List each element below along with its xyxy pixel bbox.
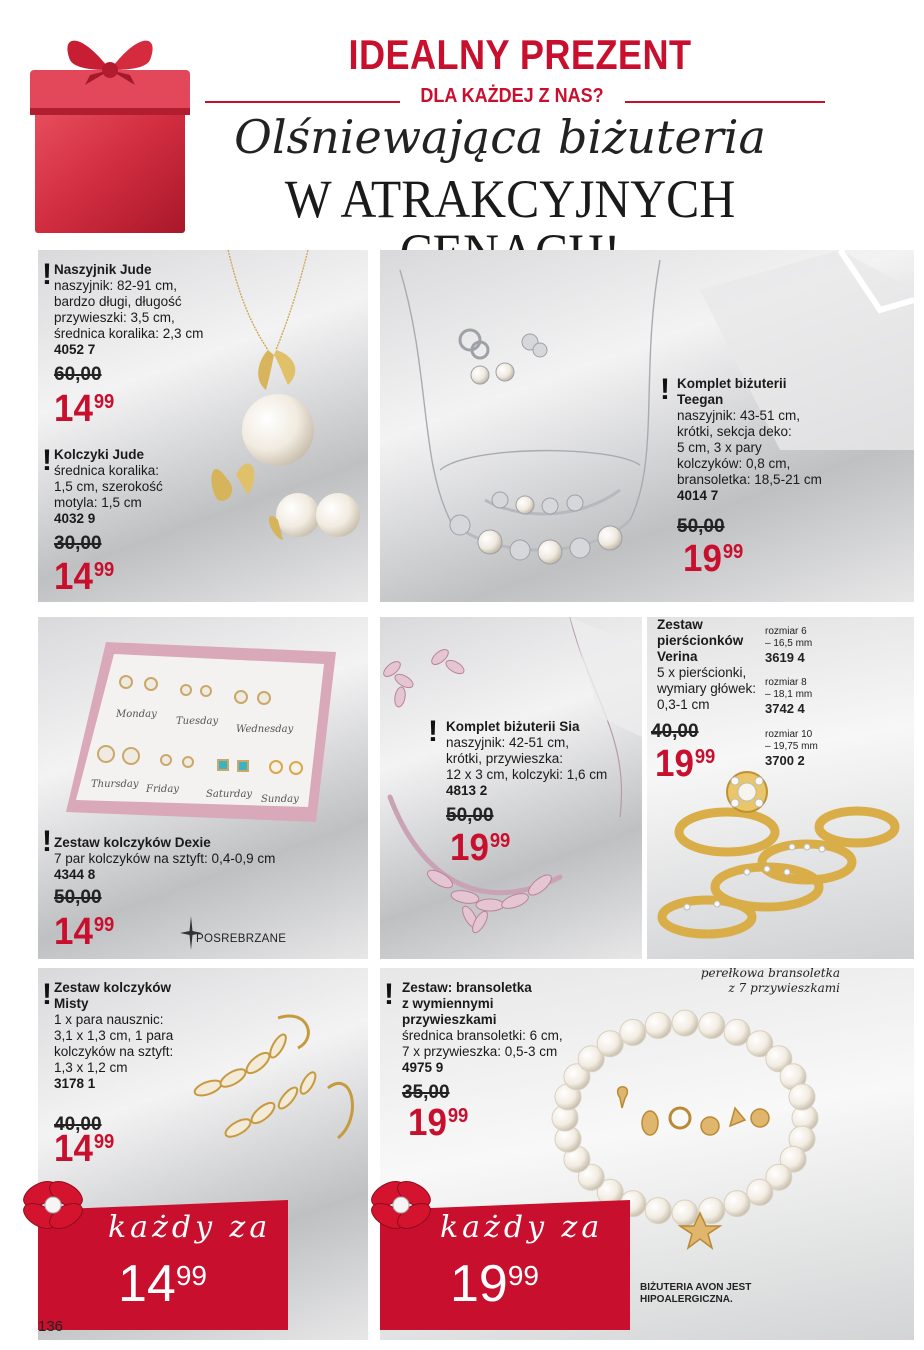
product-desc-line: naszyjnik: 42-51 cm, (446, 735, 570, 750)
product-desc-line: 7 x przywieszka: 0,5-3 cm (402, 1044, 558, 1059)
page-number: 136 (38, 1318, 64, 1335)
sia-info (446, 719, 607, 799)
product-desc-line: średnica koralika: 2,3 cm (54, 326, 204, 341)
product-name-line2: z wymiennymi (402, 996, 494, 1011)
product-desc-line: 1 x para nausznic: (54, 1012, 164, 1027)
product-desc-line: kolczyków na sztyft: (54, 1044, 174, 1059)
pearl-bead (724, 1191, 750, 1217)
attention-icon: ! (42, 258, 52, 291)
banner-label: każdy za (440, 1210, 604, 1245)
ring-size-code: 3742 4 (765, 701, 805, 716)
product-desc-line: 5 x pierścionki, (657, 665, 747, 680)
product-name: Zestaw kolczyków Dexie (54, 835, 211, 850)
product-name: Komplet biżuterii (677, 376, 787, 391)
hypo-line2: HIPOALERGICZNA. (640, 1294, 733, 1305)
dexie-box-image (66, 642, 336, 822)
dexie-day-label: Thursday (91, 779, 139, 790)
subtitle-rule-left (205, 101, 400, 103)
pearl-bead (789, 1084, 815, 1110)
hypo-line1: BIŻUTERIA AVON JEST (640, 1282, 752, 1293)
gift-box-illustration (30, 30, 195, 235)
price (54, 1130, 114, 1168)
product-name-line2: Misty (54, 996, 89, 1011)
product-code: 4032 9 (54, 511, 96, 526)
product-name-line3: Verina (657, 649, 698, 664)
product-desc-line: motyla: 1,5 cm (54, 495, 142, 510)
script-headline: Olśniewająca biżuteria (234, 110, 766, 164)
product-desc-line: kolczyków: 0,8 cm, (677, 456, 791, 471)
product-code: 4344 8 (54, 867, 96, 882)
price (54, 913, 114, 951)
panel-sia (380, 617, 642, 959)
attention-icon: ! (428, 715, 438, 748)
product-desc-line: krótki, przywieszka: (446, 751, 564, 766)
ring-size-option (765, 729, 818, 768)
banner-price-main: 14 (118, 1255, 176, 1313)
price-main: 19 (450, 827, 489, 869)
product-desc-line: 7 par kolczyków na sztyft: 0,4-0,9 cm (54, 851, 276, 866)
product-code: 4014 7 (677, 488, 719, 503)
pearl-bead (620, 1019, 646, 1045)
caps-headline: W ATRAKCYJNYCH (284, 169, 736, 229)
product-name: Naszyjnik Jude (54, 262, 152, 277)
price-cents: 99 (722, 541, 744, 563)
banner-price-main: 19 (450, 1255, 508, 1313)
pearl-bead (747, 1179, 773, 1205)
bracelet-note-line1: perełkowa bransoletka (700, 966, 840, 980)
panel-jude (38, 250, 368, 602)
panel-verina (647, 617, 914, 959)
price (450, 829, 510, 867)
price-main: 14 (54, 388, 93, 430)
product-desc-line: 1,3 x 1,2 cm (54, 1060, 128, 1075)
sparkle-icon (180, 916, 202, 950)
attention-icon: ! (384, 978, 394, 1011)
banner-price (450, 1255, 539, 1313)
pearl-bead (597, 1031, 623, 1057)
hypoallergenic-note (640, 1282, 751, 1306)
jude-necklace-info (54, 262, 203, 358)
price (683, 540, 743, 578)
ring-size-option (765, 677, 812, 716)
ring-size-label: – 18,1 mm (765, 689, 813, 700)
product-desc-line: bransoletka: 18,5-21 cm (677, 472, 822, 487)
product-name: Kolczyki Jude (54, 447, 145, 462)
ring-size-code: 3700 2 (765, 753, 805, 768)
pearl-bead (699, 1012, 725, 1038)
price (655, 745, 715, 783)
product-code: 3178 1 (54, 1076, 96, 1091)
bracelet-note-line2: z 7 przywieszkami (728, 981, 840, 995)
attention-icon: ! (42, 978, 52, 1011)
price-cents: 99 (93, 1131, 115, 1153)
product-desc-line: krótki, sekcja deko: (677, 424, 792, 439)
product-name: Zestaw: bransoletka (402, 980, 532, 995)
product-name-line3: przywieszkami (402, 1012, 497, 1027)
red-bow-icon (368, 1172, 434, 1238)
product-desc-line: 12 x 3 cm, kolczyki: 1,6 cm (446, 767, 608, 782)
ring-size-label: rozmiar 6 (765, 626, 807, 637)
price-cents: 99 (93, 914, 115, 936)
ring-size-option (765, 626, 812, 665)
old-price: 50,00 (677, 516, 725, 537)
price-main: 19 (683, 538, 722, 580)
misty-info (54, 980, 173, 1092)
old-price: 50,00 (54, 887, 102, 908)
price-main: 14 (54, 911, 93, 953)
product-code: 4813 2 (446, 783, 488, 798)
product-desc-line: naszyjnik: 82-91 cm, (54, 278, 178, 293)
red-bow-icon (20, 1172, 86, 1238)
teegan-set-image (390, 250, 690, 590)
verina-info (657, 617, 756, 713)
price (54, 390, 114, 428)
dexie-info (54, 835, 275, 883)
product-name: Zestaw kolczyków (54, 980, 172, 995)
product-desc-line: 5 cm, 3 x pary (677, 440, 762, 455)
price (408, 1104, 468, 1142)
old-price: 30,00 (54, 533, 102, 554)
pearl-bead (672, 1010, 698, 1036)
dexie-day-label: Monday (116, 709, 157, 720)
product-name-line2: pierścionków (657, 633, 744, 648)
attention-icon: ! (42, 444, 52, 477)
banner-price (118, 1255, 207, 1313)
page-title: IDEALNY PREZENT (348, 31, 692, 78)
banner-price-cents: 99 (507, 1260, 539, 1291)
product-desc-line: przywieszki: 3,5 cm, (54, 310, 175, 325)
pearl-bead (645, 1198, 671, 1224)
price-cents: 99 (93, 559, 115, 581)
price-main: 14 (54, 556, 93, 598)
price (54, 558, 114, 596)
banner-label: każdy za (108, 1210, 272, 1245)
product-code: 4052 7 (54, 342, 96, 357)
product-desc-line: średnica koralika: (54, 463, 160, 478)
ring-size-label: rozmiar 10 (765, 729, 813, 740)
price-main: 14 (54, 1128, 93, 1170)
dexie-day-label: Wednesday (236, 724, 294, 735)
product-desc-line: bardzo długi, długość (54, 294, 182, 309)
product-name-line2: Teegan (677, 392, 724, 407)
price-cents: 99 (93, 391, 115, 413)
ring-size-label: – 16,5 mm (765, 638, 813, 649)
teegan-info (677, 376, 822, 504)
old-price: 40,00 (651, 721, 699, 742)
pearl-bead (724, 1019, 750, 1045)
dexie-day-label: Friday (146, 784, 179, 795)
price-cents: 99 (489, 830, 511, 852)
verina-rings-image (647, 767, 914, 959)
page-subtitle: DLA KAŻDEJ Z NAS? (420, 85, 604, 107)
product-name: Komplet biżuterii Sia (446, 719, 580, 734)
product-desc-line: 3,1 x 1,3 cm, 1 para (54, 1028, 174, 1043)
ring-size-code: 3619 4 (765, 650, 805, 665)
product-desc-line: 0,3-1 cm (657, 697, 710, 712)
jude-earrings-info (54, 447, 163, 527)
product-desc-line: wymiary główek: (657, 681, 757, 696)
old-price: 35,00 (402, 1082, 450, 1103)
old-price: 60,00 (54, 364, 102, 385)
price-main: 19 (408, 1102, 447, 1144)
attention-icon: ! (660, 373, 670, 406)
ring-size-label: rozmiar 8 (765, 677, 807, 688)
price-main: 19 (655, 743, 694, 785)
jude-necklace-image (208, 250, 368, 590)
product-desc-line: średnica bransoletki: 6 cm, (402, 1028, 563, 1043)
product-code: 4975 9 (402, 1060, 444, 1075)
price-cents: 99 (694, 746, 716, 768)
bracelet-info (402, 980, 563, 1076)
pearl-bead (672, 1200, 698, 1226)
dexie-day-label: Tuesday (176, 716, 219, 727)
subtitle-rule-right (625, 101, 825, 103)
panel-teegan (380, 250, 914, 602)
misty-earrings-image (178, 1008, 368, 1158)
old-price: 50,00 (446, 805, 494, 826)
banner-price-cents: 99 (175, 1260, 207, 1291)
old-price: 40,00 (54, 1114, 102, 1135)
silver-plated-badge: POSREBRZANE (196, 933, 287, 945)
dexie-day-label: Sunday (261, 794, 299, 805)
product-desc-line: naszyjnik: 43-51 cm, (677, 408, 801, 423)
pearl-bead (645, 1012, 671, 1038)
bracelet-note (640, 966, 840, 996)
ring-size-label: – 19,75 mm (765, 741, 818, 752)
attention-icon: ! (42, 825, 52, 858)
product-desc-line: 1,5 cm, szerokość (54, 479, 163, 494)
dexie-day-label: Saturday (206, 789, 253, 800)
panel-dexie (38, 617, 368, 959)
product-name: Zestaw (657, 617, 703, 632)
price-cents: 99 (447, 1105, 469, 1127)
